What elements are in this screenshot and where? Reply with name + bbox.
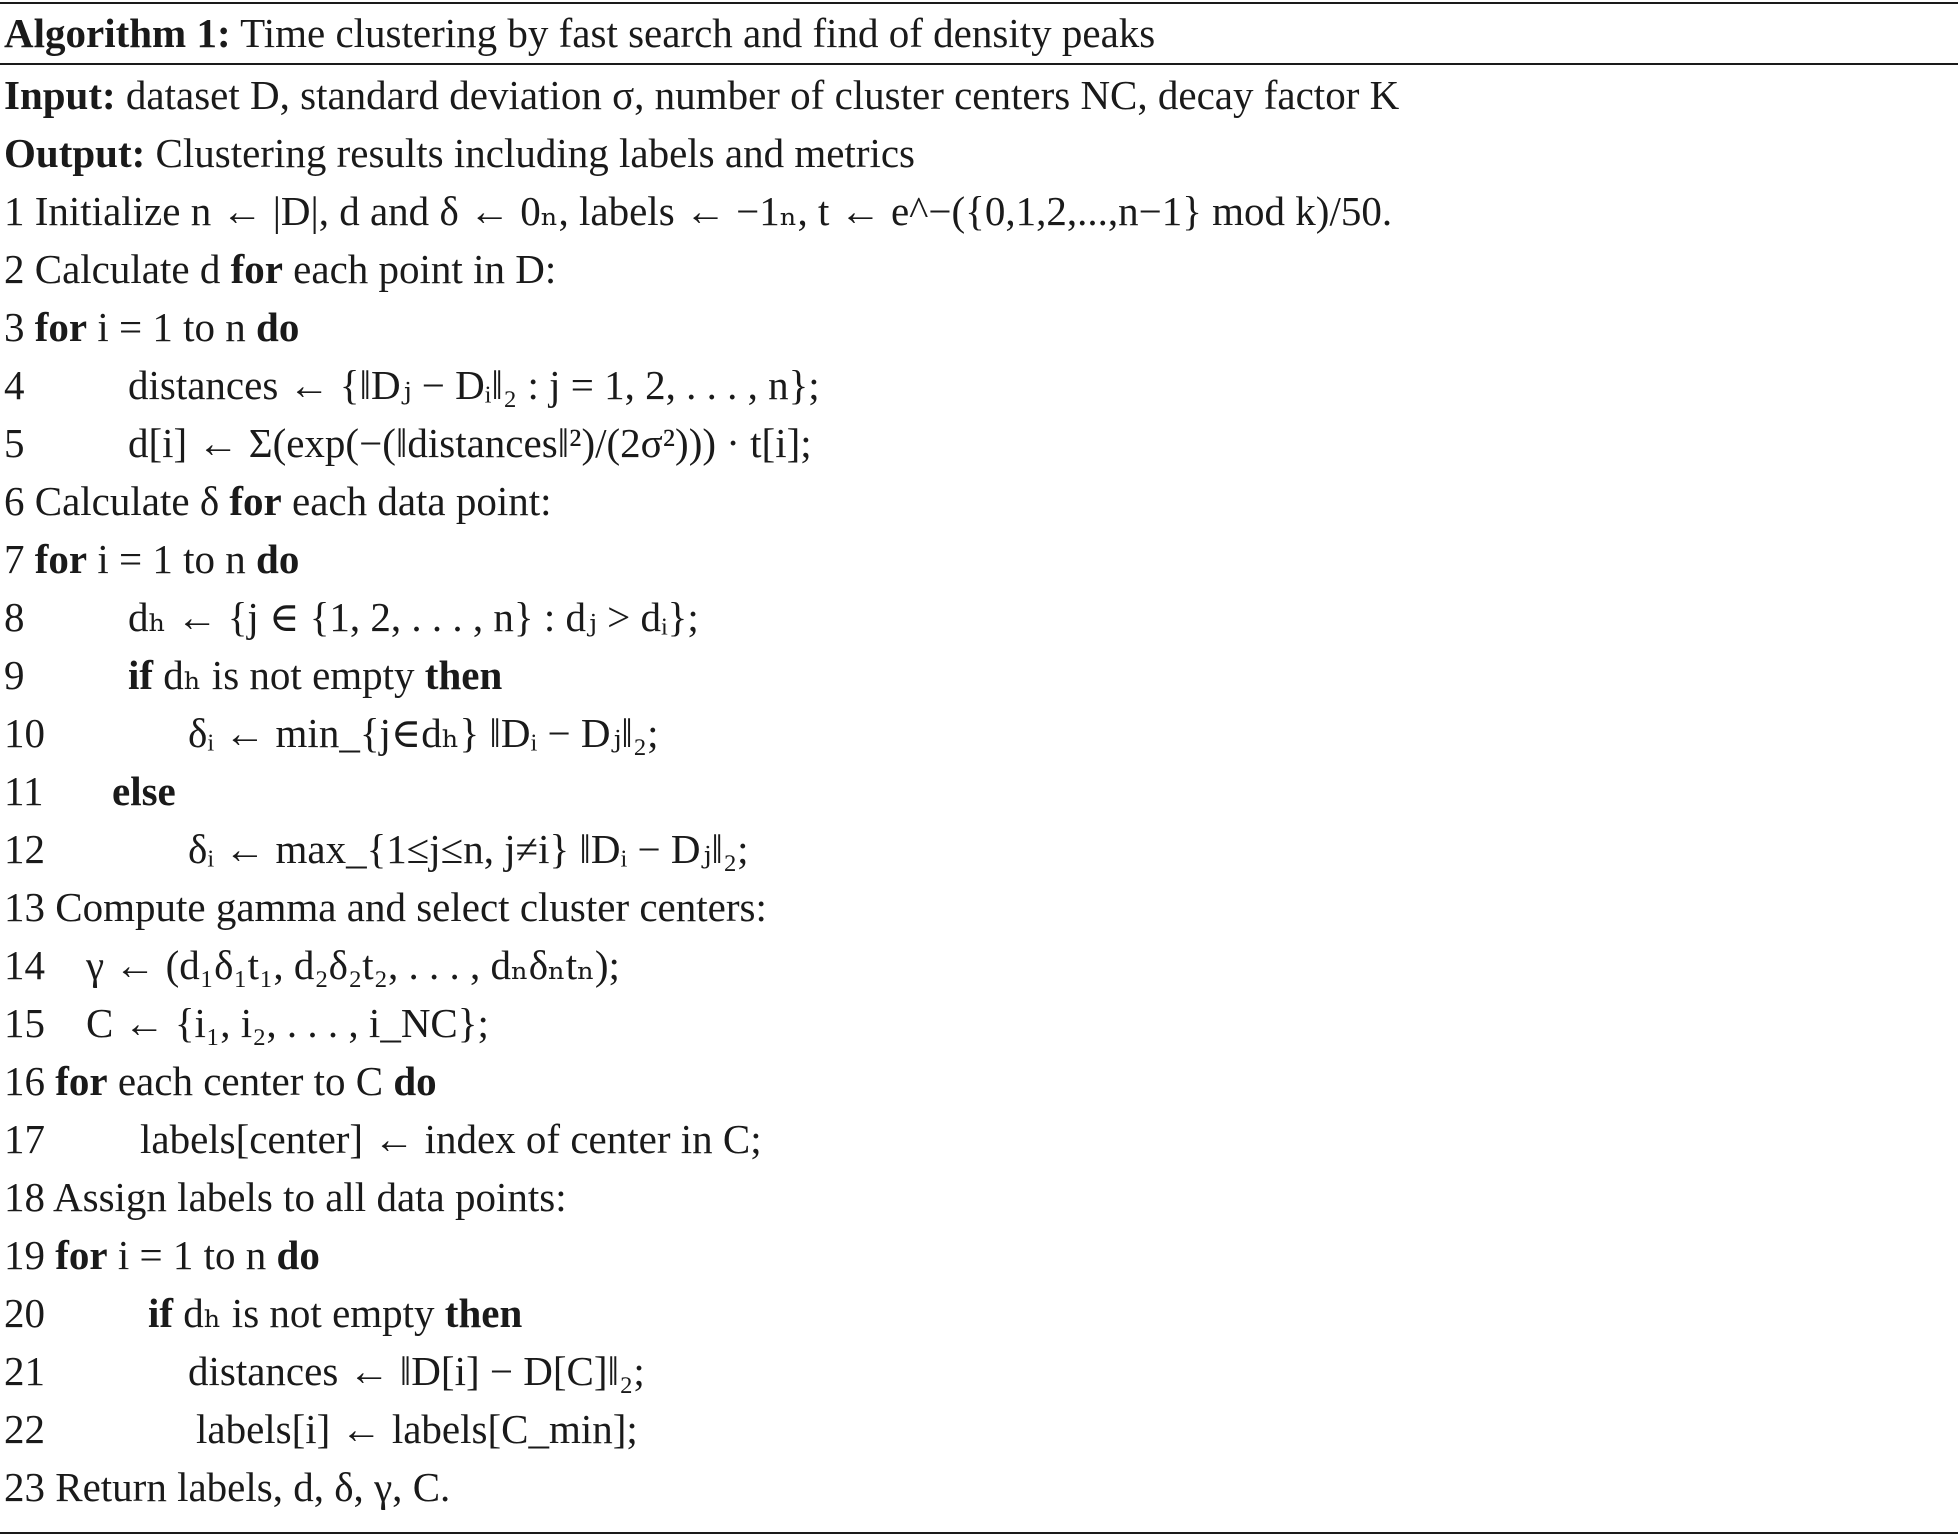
algo-line (0, 1168, 1958, 1226)
input-line (0, 66, 1958, 124)
line-number: 17 (4, 1116, 45, 1162)
algo-line (0, 1284, 1958, 1342)
line-number: 10 (4, 710, 45, 756)
algo-line (0, 1052, 1958, 1110)
line-number: 11 (4, 768, 44, 814)
algo-line (0, 240, 1958, 298)
algo-line (0, 472, 1958, 530)
line-text: distances ← {‖Dⱼ − Dᵢ‖₂ : j = 1, 2, . . . , n}; (128, 362, 820, 408)
line-text: d[i] ← Σ(exp(−(‖distances‖²)/(2σ²))) · t[i]; (128, 420, 812, 466)
line-number: 20 (4, 1290, 45, 1336)
bottom-rule (0, 1532, 1958, 1534)
algo-line (0, 588, 1958, 646)
output-line (0, 124, 1958, 182)
line-number: 16 (4, 1058, 45, 1104)
algo-line (0, 878, 1958, 936)
line-text: distances ← ‖D[i] − D[C]‖₂; (188, 1348, 645, 1394)
line-number: 8 (4, 594, 25, 640)
line-text: Return labels, d, δ, γ, C. (55, 1464, 451, 1510)
algo-line (0, 298, 1958, 356)
algo-line (0, 762, 1958, 820)
algorithm-body (0, 66, 1958, 1516)
line-text: Assign labels to all data points: (53, 1174, 567, 1220)
caption-label: Algorithm 1: (4, 10, 231, 56)
line-text: dₕ ← {j ∈ {1, 2, . . . , n} : dⱼ > dᵢ}; (128, 594, 699, 640)
line-number: 12 (4, 826, 45, 872)
algo-line (0, 1342, 1958, 1400)
algo-line (0, 1458, 1958, 1516)
line-number: 4 (4, 362, 25, 408)
algo-line (0, 182, 1958, 240)
algorithm-caption (4, 4, 1155, 62)
algo-line (0, 646, 1958, 704)
caption-title: Time clustering by fast search and find of density peaks (240, 10, 1156, 56)
line-number: 22 (4, 1406, 45, 1452)
line-number: 5 (4, 420, 25, 466)
line-text: Calculate d for each point in D: (34, 246, 557, 292)
line-number: 1 (4, 188, 25, 234)
algo-line (0, 936, 1958, 994)
line-number: 21 (4, 1348, 45, 1394)
input-label: Input: (4, 72, 116, 118)
line-text: else (112, 768, 176, 814)
algo-line (0, 820, 1958, 878)
output-label: Output: (4, 130, 146, 176)
line-text: Calculate δ for each data point: (34, 478, 552, 524)
algo-line (0, 1226, 1958, 1284)
line-text: for each center to C do (55, 1058, 437, 1104)
line-number: 14 (4, 942, 45, 988)
line-number: 6 (4, 478, 25, 524)
algo-line (0, 704, 1958, 762)
line-text: δᵢ ← max_{1≤j≤n, j≠i} ‖Dᵢ − Dⱼ‖₂; (188, 826, 749, 872)
line-text: for i = 1 to n do (34, 536, 300, 582)
input-text: dataset D, standard deviation σ, number of cluster centers NC, decay factor K (125, 72, 1400, 118)
algo-line (0, 1110, 1958, 1168)
line-text: δᵢ ← min_{j∈dₕ} ‖Dᵢ − Dⱼ‖₂; (188, 710, 659, 756)
line-number: 13 (4, 884, 45, 930)
line-text: for i = 1 to n do (34, 304, 300, 350)
line-number: 9 (4, 652, 25, 698)
line-number: 15 (4, 1000, 45, 1046)
line-text: if dₕ is not empty then (148, 1290, 523, 1336)
line-text: Initialize n ← |D|, d and δ ← 0ₙ, labels ← −1ₙ, t ← e^−({0,1,2,...,n−1} mod k)/50. (34, 188, 1393, 234)
line-text: γ ← (d₁δ₁t₁, d₂δ₂t₂, . . . , dₙδₙtₙ); (86, 942, 620, 988)
line-number: 3 (4, 304, 25, 350)
algo-line (0, 1400, 1958, 1458)
algo-line (0, 414, 1958, 472)
line-text: for i = 1 to n do (55, 1232, 320, 1278)
line-text: C ← {i₁, i₂, . . . , i_NC}; (86, 1000, 489, 1046)
output-text: Clustering results including labels and metrics (155, 130, 916, 176)
algo-line (0, 530, 1958, 588)
line-text: Compute gamma and select cluster centers: (55, 884, 767, 930)
line-text: labels[center] ← index of center in C; (140, 1116, 762, 1162)
line-number: 18 (4, 1174, 45, 1220)
line-number: 2 (4, 246, 25, 292)
line-text: labels[i] ← labels[C_min]; (196, 1406, 638, 1452)
algo-line (0, 994, 1958, 1052)
line-number: 23 (4, 1464, 45, 1510)
algo-line (0, 356, 1958, 414)
line-number: 7 (4, 536, 25, 582)
line-text: if dₕ is not empty then (128, 652, 503, 698)
caption-rule (0, 63, 1958, 65)
line-number: 19 (4, 1232, 45, 1278)
